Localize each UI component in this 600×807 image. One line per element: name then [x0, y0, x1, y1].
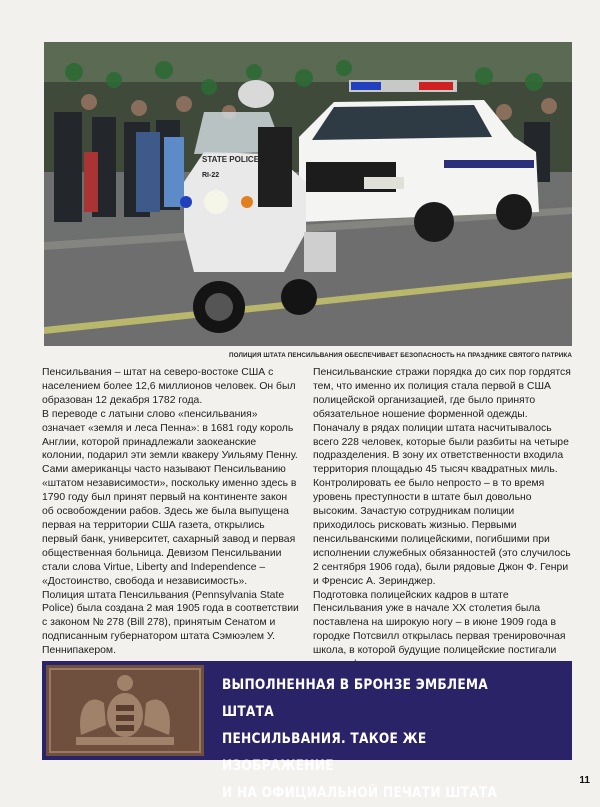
- banner-caption: [222, 672, 514, 807]
- paragraph: Пенсильвания – штат на северо-востоке США с населением более 12,6 миллионов человек. Он был образован 12 декабря 1782 года.: [42, 367, 296, 406]
- banner-line: ПЕНСИЛЬВАНИЯ. ТАКОЕ ЖЕ ИЗОБРАЖЕНИЕ: [222, 731, 427, 774]
- coat-of-arms-icon: [46, 665, 204, 756]
- fairing-label: STATE POLICE: [202, 155, 260, 164]
- paragraph: Пенсильванские стражи порядка до сих пор гордятся тем, что именно их полиция стала первой в США полицейской организацией, где было принято обязательное ношение форменной одежды.: [313, 367, 571, 420]
- article-left-column: [42, 366, 300, 658]
- bronze-emblem-image: [46, 665, 204, 756]
- banner-line: И НА ОФИЦИАЛЬНОЙ ПЕЧАТИ ШТАТА: [222, 785, 498, 801]
- paragraph: Подготовка полицейских кадров в штате Пенсильвания уже в начале XX столетия была поставлена на широкую ногу – в июне 1909 года в городке Потсвилл открылась первая тренировочная школа, в которой будущие полицейские постигали: [313, 589, 566, 657]
- paragraph: Полиция штата Пенсильвания (Pennsylvania State Police) была создана 2 мая 1905 года в соответствии с законом № 278 (Bill 278), принятым Сенатом и подписанным губернатором штата Сэмюэлем У. Пеннипакером.: [42, 589, 299, 657]
- paragraph: Сами американцы часто называют Пенсильванию «штатом независимости», поскольку именно здесь в 1790 году был принят первый на континенте закон об освобождении рабов. Здесь же была выпущена первая на территории США газета, открылись первый банк, университет, сахарный завод и первая общественная больница. Девизом Пенсильвании стали слова Virtue, Liberty and Independence – «Достоинство, свобода и независимость».: [42, 464, 297, 587]
- paragraph: Поначалу в рядах полиции штата насчитывалось всего 228 человек, которые были разбиты на четыре подразделения. В зону их ответственности входила территория площадью 45 тысяч квадратных миль. Контролировать ее было непросто – в то время уровень преступности в штате был довольно высоким. Зачастую сотрудникам полиции приходилось рисковать жизнью. Первыми пенсильванскими полицейскими, погибшими при исполнении служебных обязанностей (это случилось 2 сентября 1906 года), были рядовые Джон Ф. Генри и Френсис А. Зеринджер.: [313, 422, 571, 587]
- photo-caption: ПОЛИЦИЯ ШТАТА ПЕНСИЛЬВАНИЯ ОБЕСПЕЧИВАЕТ БЕЗОПАСНОСТЬ НА ПРАЗДНИКЕ СВЯТОГО ПАТРИКА: [229, 352, 572, 359]
- fairing-plate: RI-22: [202, 172, 220, 179]
- page-number: 11: [579, 775, 590, 786]
- paragraph: В переводе с латыни слово «пенсильвания» означает «земля и леса Пенна»: в 1681 году король Англии, которой принадлежали заокеанские колонии, подарил эти земли квакеру Уильяму Пенну.: [42, 408, 298, 462]
- article-right-column: [313, 366, 571, 672]
- banner-line: ВЫПОЛНЕННАЯ В БРОНЗЕ ЭМБЛЕМА ШТАТА: [222, 677, 489, 720]
- parade-photo-illustration: [44, 42, 572, 346]
- article-photo: [44, 42, 572, 346]
